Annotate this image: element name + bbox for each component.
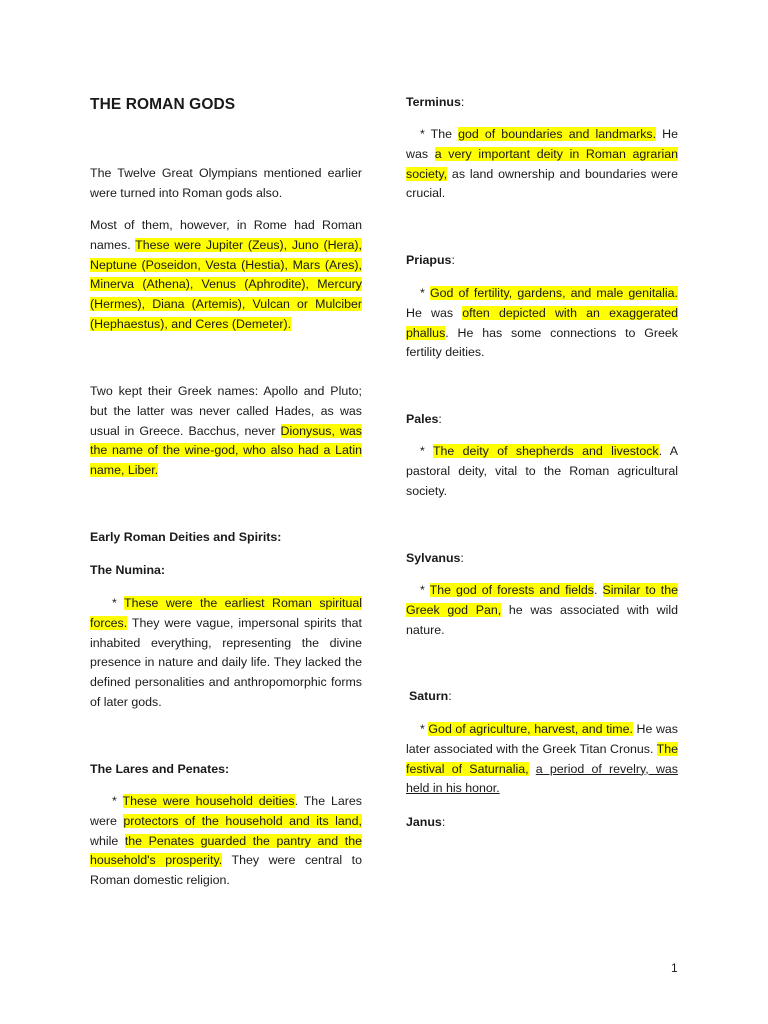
paragraph-numina: * These were the earliest Roman spiritual forces. They were vague, impersonal spirits that inhabited everything, representing the divine presence in nature and daily life. They lacked the defined personalities and anthropomorphic forms of later gods. [90,596,363,709]
highlight: The festival of Saturnalia, [406,741,678,776]
highlight: The deity of shepherds and livestock [432,444,659,458]
page-title: THE ROMAN GODS [90,96,236,113]
heading-lares-penates: The Lares and Penates: [90,762,230,776]
paragraph-text: The Twelve Great Olympians mentioned earlier were turned into Roman gods also. [90,166,362,200]
paragraph-priapus: * God of fertility, gardens, and male genitalia. He was often depicted with an exaggerated phallus. He has some connections to Greek fertility deities. [406,286,678,360]
paragraph-terminus: * The god of boundaries and landmarks. He was a very important deity in Roman agrarian society, as land ownership and boundaries were crucial. [406,127,678,201]
heading-janus: Janus: [406,815,446,829]
underlined-text: a period of revelry, was held in his honor. [406,761,678,796]
heading-pales: Pales: [406,412,442,426]
highlight: God of fertility, gardens, and male genitalia. [429,286,678,300]
highlight: a very important deity in Roman agrarian society, [406,146,678,181]
highlight: These were household deities [122,794,295,808]
paragraph-pales: * The deity of shepherds and livestock. A pastoral deity, vital to the Roman agricultural society. [406,444,679,498]
paragraph-saturn: * God of agriculture, harvest, and time. He was later associated with the Greek Titan Cronus. The festival of Saturnalia, a period of revelry, was held in his honor. [406,722,679,796]
highlight: Dionysus, was the name of the wine-god, who also had a Latin name, Liber. [90,423,362,478]
paragraph-roman-names: Most of them, however, in Rome had Roman names. These were Jupiter (Zeus), Juno (Hera), Neptune (Poseidon, Vesta (Hestia), Mars (Ares), Minerva (Athena), Venus (Aphrodite), Mercury (Hermes), Diana (Artemis), Vulcan or Mulciber (Hephaestus), and Ceres (Demeter). [90,218,362,331]
highlight: Similar to the Greek god Pan, [406,583,679,617]
heading-priapus: Priapus: [406,253,455,267]
paragraph-sylvanus: * The god of forests and fields. Similar to the Greek god Pan, he was associated with wild nature. [406,583,679,637]
highlight: protectors of the household and its land, [123,813,362,828]
highlight: These were the earliest Roman spiritual forces. [90,596,363,630]
highlight: God of agriculture, harvest, and time. [428,722,633,736]
heading-sylvanus: Sylvanus: [406,551,464,565]
heading-saturn: Saturn: [409,689,452,703]
heading-terminus: Terminus: [406,95,465,109]
highlight: The god of forests and fields [429,583,595,597]
paragraph-greek-names: Two kept their Greek names: Apollo and Pluto; but the latter was never called Hades, as was usual in Greece. Bacchus, never Dionysus, was the name of the wine-god, who also had a Latin name, Liber. [90,384,362,478]
paragraph-lares: * These were household deities. The Lares were protectors of the household and its land, while the Penates guarded the pantry and the household's prosperity. They were central to Roman domestic religion. [90,794,363,888]
highlight: These were Jupiter (Zeus), Juno (Hera), Neptune (Poseidon, Vesta (Hestia), Mars (Ares), Minerva (Athena), Venus (Aphrodite), Mercury (Hermes), Diana (Artemis), Vulcan or Mulciber (Hephaestus), and Ceres (Demeter). [90,237,362,331]
heading-numina: The Numina: [90,563,166,577]
highlight: often depicted with an exaggerated phallus [406,305,678,340]
page-number: 1 [671,961,678,975]
highlight: the Penates guarded the pantry and the household's prosperity. [90,833,362,868]
heading-early-deities: Early Roman Deities and Spirits: [90,530,282,544]
highlight: god of boundaries and landmarks. [458,127,657,141]
paragraph-olympians [90,164,362,204]
